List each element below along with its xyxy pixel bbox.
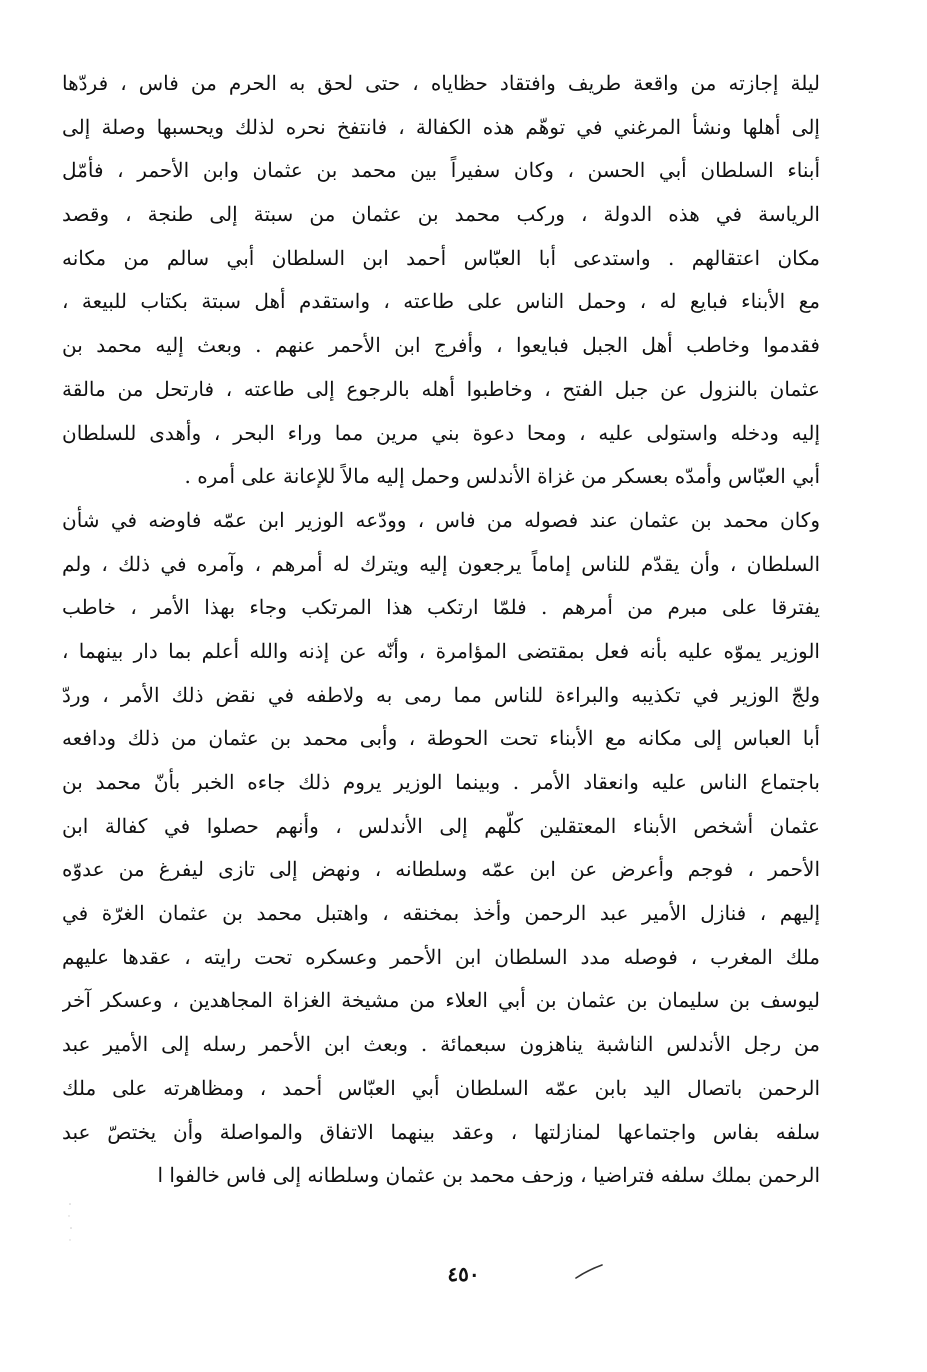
text-line: إليه ودخله واستولى عليه ، ومحا دعوة بني مرين مما وراء البحر ، وأهدى للسلطان	[62, 420, 820, 445]
text-line: السلطان ، وأن يقدّم للناس إماماً يرجعون إليه ويترك له أمرهم ، وآمره في ذلك ، ولم	[62, 551, 820, 576]
text-line: الأحمر ، فوجم وأعرض عن ابن عمّه وسلطانه ، ونهض إلى تازى ليفرغ من عدوّه	[62, 857, 820, 882]
text-line: أبي العبّاس وأمدّه بعسكر من غزاة الأندلس وحمل إليه مالاً للإعانة على أمره .	[184, 464, 820, 489]
text-line: فقدموا وخاطب أهل الجبل فبايعوا ، وأفرج ابن الأحمر عنهم . وبعث إليه محمد بن	[62, 333, 820, 358]
text-line: إلى أهلها ونشأ المرغني في توهّم هذه الكفالة ، فانتفخ نحره لذلك ويحسبها وصلة إلى	[62, 114, 820, 139]
text-line: باجتماع الناس عليه وانعقاد الأمر . وبينما الوزير يروم ذلك جاءه الخبر بأنّ محمد بن	[62, 770, 820, 794]
text-line: أبناء السلطان أبي الحسن ، وكان سفيراً بين محمد بن عثمان وابن الأحمر ، فأمّل	[62, 158, 820, 183]
text-line: يفترقا على مبرم من أمرهم . فلمّا ارتكب هذا المرتكب وجاء بهذا الأمر ، خاطب	[62, 595, 820, 620]
text-line: الرحمن بملك سلفه فتراضيا ، وزحف محمد بن عثمان وسلطانه إلى فاس خالفوا ا	[157, 1163, 820, 1188]
text-line: من رجل الأندلس الناشبة يناهزون سبعمائة . وبعث ابن الأحمر رسله إلى الأمير عبد	[62, 1032, 820, 1057]
text-line: مكان اعتقالهم . واستدعى أبا العبّاس أحمد ابن السلطان أبي سالم من مكانه	[62, 245, 820, 270]
text-line: أبا العباس إلى مكانه مع الأبناء تحت الحوطة ، وأبى محمد بن عثمان من ذلك ودافعه	[62, 726, 820, 751]
text-line: ليلة إجازته من واقعة طريف وافتقاد حظاياه ، حتى لحق به الحرم من فاس ، فردّها	[62, 71, 820, 95]
text-line: عثمان أشخص الأبناء المعتقلين كلّهم إلى الأندلس ، وأنهم حصلوا في كفالة ابن	[62, 813, 820, 838]
text-line: ليوسف بن سليمان بن عثمان بن أبي العلاء من مشيخة الغزاة المجاهدين ، وعسكر آخر	[62, 988, 820, 1013]
text-line: وكان محمد بن عثمان عند فصوله من فاس ، وودّعه الوزير ابن عمّه فاوضه في شأن	[62, 507, 820, 532]
margin-speck	[66, 1198, 74, 1246]
text-line: سلفه بفاس واجتماعها لمنازلتها ، وعقد بينهما الاتفاق والمواصلة وأن يختصّ عبد	[62, 1119, 820, 1144]
text-line: الوزير يموّه عليه بأنه فعل بمقتضى المؤامرة ، وأنّه عن إذنه والله أعلم بما دار بينهما ،	[62, 638, 820, 663]
text-line: ولجّ الوزير في تكذيبه والبراءة للناس مما رمى به ولاطفه في نقض ذلك الأمر ، وردّ	[62, 682, 820, 707]
text-line: مع الأبناء فبايع له ، وحمل الناس على طاعته ، واستقدم أهل سبتة بكتاب للبيعة ،	[62, 289, 820, 314]
text-line: ملك المغرب ، فوصله مدد السلطان ابن الأحمر وعسكره تحت رايته ، عقدها عليهم	[62, 944, 820, 969]
text-line: إليهم ، فنازل الأمير عبد الرحمن وأخذ بمخنقه ، واهتبل محمد بن عثمان الغرّة في	[62, 901, 820, 926]
text-line: الرحمن باتصال اليد بابن عمّه السلطان أبي العبّاس أحمد ، ومظاهرته على ملك	[62, 1075, 820, 1100]
body-text	[62, 62, 820, 1198]
text-line: الرياسة في هذه الدولة ، وركب محمد بن عثمان من سبتة إلى طنجة ، وقصد	[62, 202, 820, 227]
page-number: ٤٥٠	[447, 1262, 480, 1286]
text-line: عثمان بالنزول عن جبل الفتح ، وخاطبوا أهله بالرجوع إلى طاعته ، فارتحل من مالقة	[62, 376, 820, 401]
